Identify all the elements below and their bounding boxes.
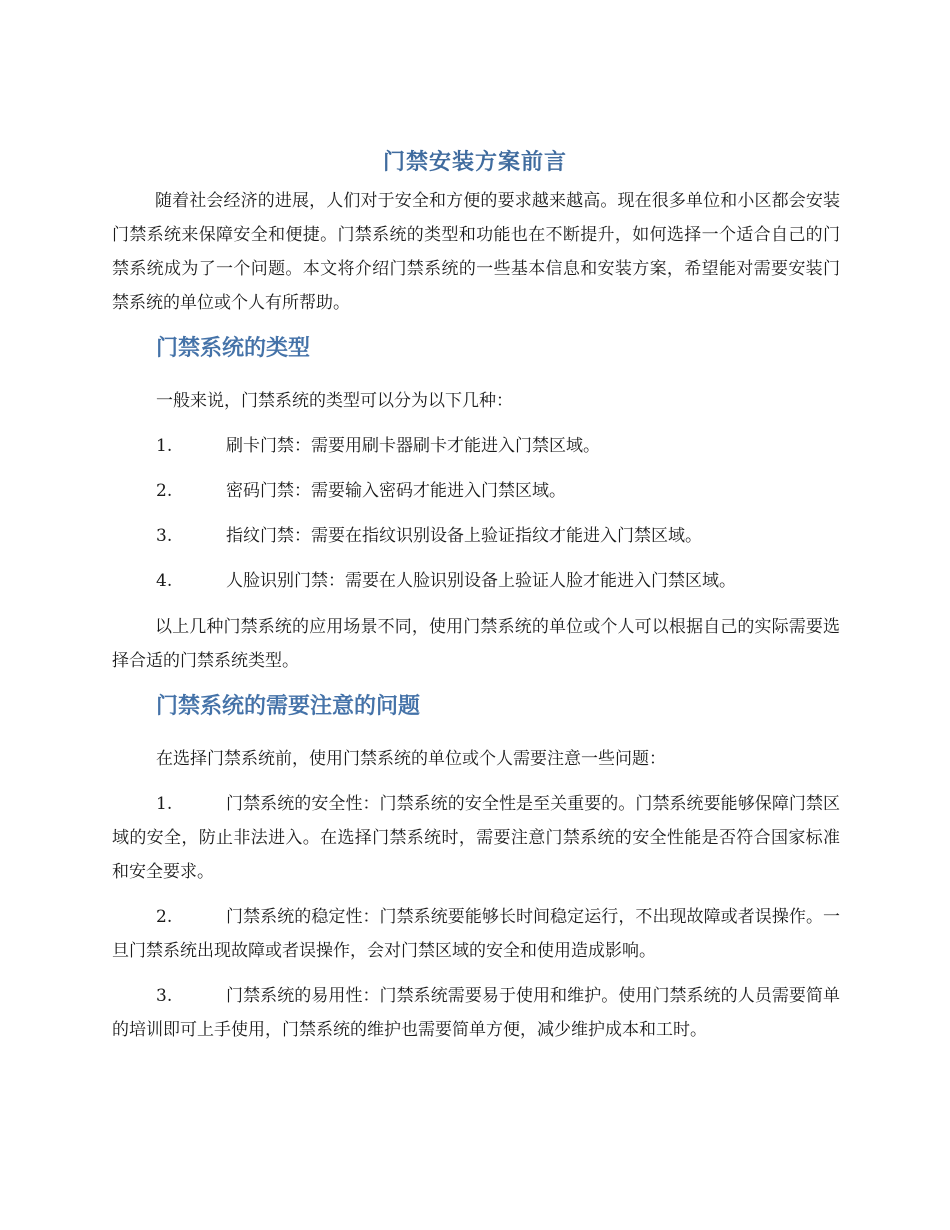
types-lead-text: 一般来说，门禁系统的类型可以分为以下几种： — [156, 391, 513, 411]
list-item-number: 3. — [156, 986, 173, 1006]
document-title: 门禁安装方案前言 — [382, 150, 567, 175]
list-item-text: 门禁系统的稳定性：门禁系统要能够长时间稳定运行，不出现故障或者误操作。一旦门禁系统出现故障或者误操作，会对门禁区域的安全和使用造成影响。 — [112, 907, 840, 961]
list-item-number: 4. — [156, 571, 173, 591]
list-item — [112, 979, 840, 1047]
list-item-text: 门禁系统的安全性：门禁系统的安全性是至关重要的。门禁系统要能够保障门禁区域的安全，防止非法进入。在选择门禁系统时，需要注意门禁系统的安全性能是否符合国家标准和安全要求。 — [112, 794, 840, 882]
list-item-text: 门禁系统的易用性：门禁系统需要易于使用和维护。使用门禁系统的人员需要简单的培训即可上手使用，门禁系统的维护也需要简单方便，减少维护成本和工时。 — [112, 986, 840, 1040]
list-item-text: 刷卡门禁：需要用刷卡器刷卡才能进入门禁区域。 — [226, 436, 600, 456]
section-heading-issues: 门禁系统的需要注意的问题 — [156, 694, 421, 719]
list-item-number: 1. — [156, 794, 173, 814]
intro-paragraph: 随着社会经济的进展，人们对于安全和方便的要求越来越高。现在很多单位和小区都会安装门禁系统来保障安全和便捷。门禁系统的类型和功能也在不断提升，如何选择一个适合自己的门禁系统成为了一个问题。本文将介绍门禁系统的一些基本信息和安装方案，希望能对需要安装门禁系统的单位或个人有所帮助。 — [112, 191, 840, 313]
list-item — [156, 474, 566, 508]
list-item-number: 2. — [156, 481, 173, 501]
types-closing-paragraph: 以上几种门禁系统的应用场景不同，使用门禁系统的单位或个人可以根据自己的实际需要选择合适的门禁系统类型。 — [112, 617, 840, 671]
list-item — [156, 429, 600, 463]
list-item-text: 人脸识别门禁：需要在人脸识别设备上验证人脸才能进入门禁区域。 — [226, 571, 736, 591]
list-item-number: 3. — [156, 526, 173, 546]
issues-lead-text: 在选择门禁系统前，使用门禁系统的单位或个人需要注意一些问题： — [156, 749, 666, 769]
section-heading-types: 门禁系统的类型 — [156, 336, 311, 361]
list-item-number: 2. — [156, 907, 173, 927]
list-item — [156, 564, 736, 598]
list-item — [156, 519, 702, 553]
list-item-text: 指纹门禁：需要在指纹识别设备上验证指纹才能进入门禁区域。 — [226, 526, 702, 546]
list-item-text: 密码门禁：需要输入密码才能进入门禁区域。 — [226, 481, 566, 501]
list-item-number: 1. — [156, 436, 173, 456]
list-item — [112, 787, 840, 889]
list-item — [112, 900, 840, 968]
